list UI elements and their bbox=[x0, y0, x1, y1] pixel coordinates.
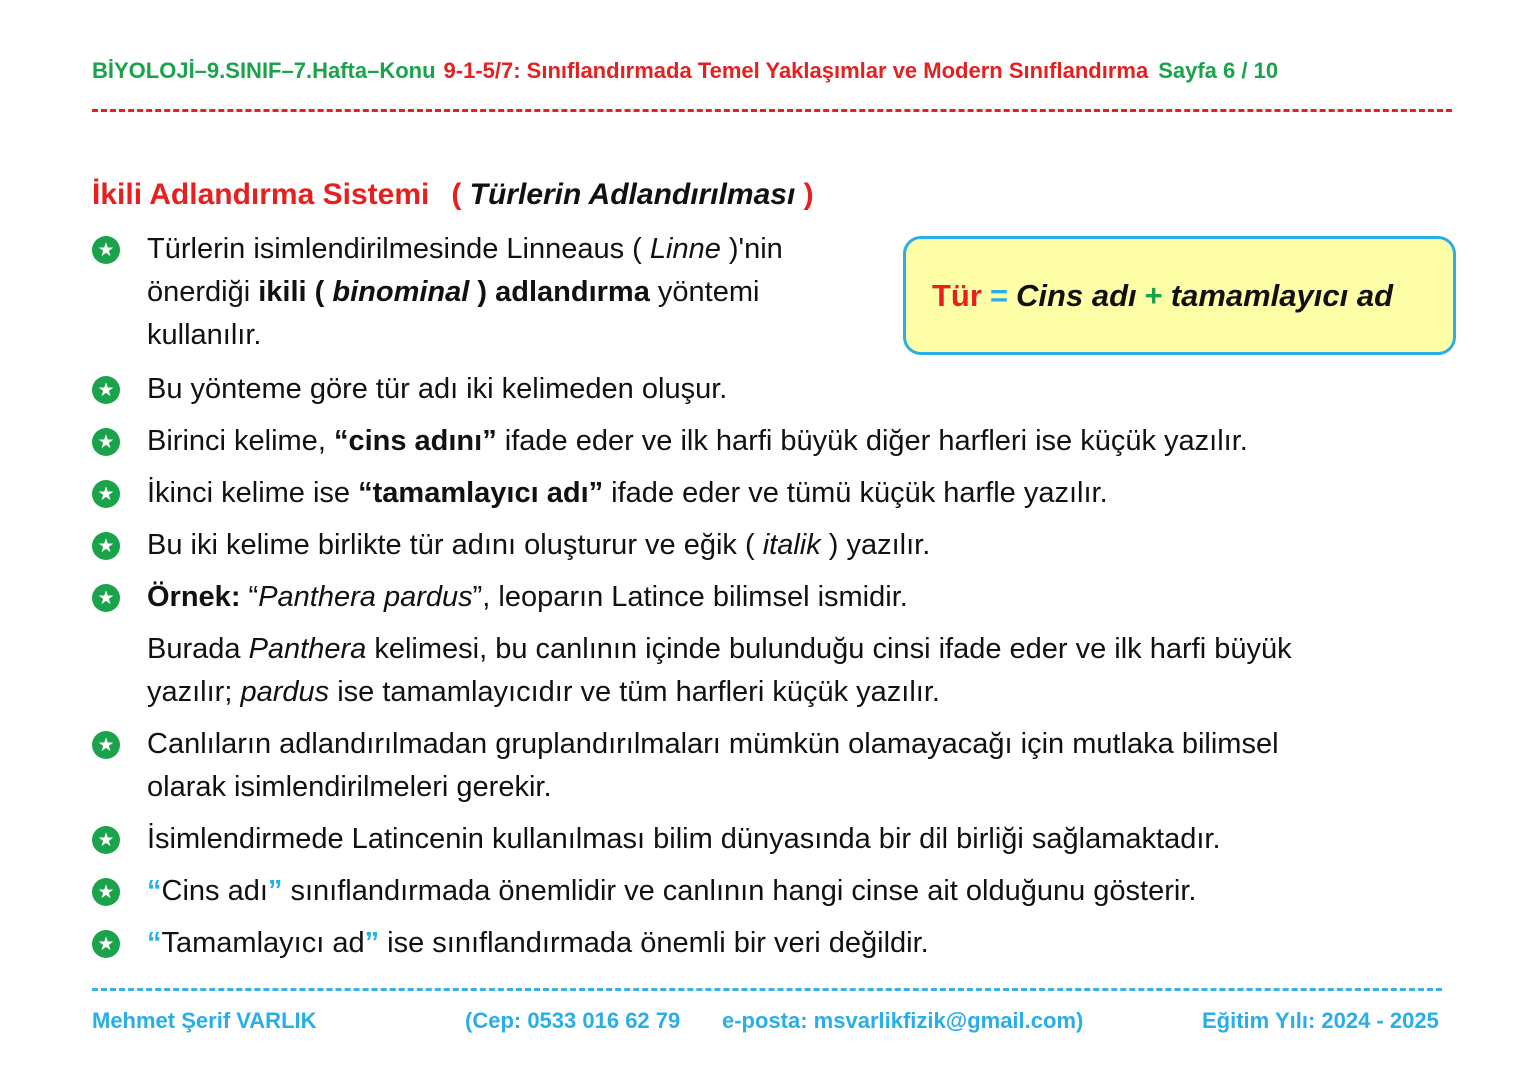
list-item: ★ İsimlendirmede Latincenin kullanılması bilim dünyasında bir dil birliği sağlamaktadır. bbox=[92, 818, 1472, 861]
list-item: ★ İkinci kelime ise “tamamlayıcı adı” ifade eder ve tümü küçük harfle yazılır. bbox=[92, 472, 1472, 515]
list-item: ★ Türlerin isimlendirilmesinde Linneaus ( Linne )'nin önerdiği ikili ( binominal ) adlandırma yöntemi kullanılır. bbox=[92, 228, 892, 357]
header-divider bbox=[92, 109, 1452, 112]
page-number: Sayfa 6 / 10 bbox=[1158, 58, 1279, 83]
example-explanation: Burada Panthera kelimesi, bu canlının içinde bulunduğu cinsi ifade eder ve ilk harfi büyük yazılır; pardus ise tamamlayıcıdır ve tüm harfleri küçük yazılır. bbox=[147, 633, 1292, 708]
star-circle-icon: ★ bbox=[92, 731, 120, 759]
list-item: ★ “Cins adı” sınıflandırmada önemlidir ve canlının hangi cinse ait olduğunu gösterir. bbox=[92, 870, 1472, 913]
list-item: ★ Bu yönteme göre tür adı iki kelimeden oluşur. bbox=[92, 368, 1472, 411]
footer-divider bbox=[92, 988, 1442, 991]
list-item: ★ Örnek: “Panthera pardus”, leoparın Latince bilimsel ismidir. bbox=[92, 576, 1472, 619]
page-header bbox=[92, 58, 1452, 84]
topic-title: 9-1-5/7: Sınıflandırmada Temel Yaklaşımlar ve Modern Sınıflandırma bbox=[443, 58, 1149, 83]
formula-equals: = bbox=[989, 277, 1009, 313]
star-circle-icon: ★ bbox=[92, 480, 120, 508]
section-title-main: İkili Adlandırma Sistemi bbox=[92, 178, 430, 211]
star-circle-icon: ★ bbox=[92, 532, 120, 560]
footer-author: Mehmet Şerif VARLIK bbox=[92, 1008, 317, 1033]
course-label: BİYOLOJİ–9.SINIF–7.Hafta–Konu bbox=[92, 58, 436, 83]
star-circle-icon: ★ bbox=[92, 236, 120, 264]
list-item: ★ Canlıların adlandırılmadan gruplandırılmaları mümkün olamayacağı için mutlaka bilimsel olarak isimlendirilmeleri gerekir. bbox=[92, 723, 1472, 809]
footer-year: Eğitim Yılı: 2024 - 2025 bbox=[1202, 1008, 1439, 1033]
star-circle-icon: ★ bbox=[92, 584, 120, 612]
formula-term1: Cins adı bbox=[1016, 277, 1137, 313]
star-circle-icon: ★ bbox=[92, 428, 120, 456]
star-circle-icon: ★ bbox=[92, 826, 120, 854]
list-item: ★ Bu iki kelime birlikte tür adını oluşturur ve eğik ( italik ) yazılır. bbox=[92, 524, 1472, 567]
star-circle-icon: ★ bbox=[92, 376, 120, 404]
section-subtitle: ( Türlerin Adlandırılması ) bbox=[451, 178, 814, 211]
list-item: ★ “Tamamlayıcı ad” ise sınıflandırmada önemli bir veri değildir. bbox=[92, 922, 1472, 965]
footer-phone: (Cep: 0533 016 62 79 bbox=[465, 1008, 681, 1033]
formula-plus: + bbox=[1144, 277, 1163, 313]
formula-box bbox=[903, 236, 1456, 355]
footer-email: e-posta: msvarlikfizik@gmail.com) bbox=[722, 1008, 1084, 1033]
formula-term2: tamamlayıcı ad bbox=[1170, 277, 1394, 313]
star-circle-icon: ★ bbox=[92, 878, 120, 906]
list-item: ★ Birinci kelime, “cins adını” ifade eder ve ilk harfi büyük diğer harfleri ise küçük yazılır. bbox=[92, 420, 1472, 463]
star-circle-icon: ★ bbox=[92, 930, 120, 958]
formula-left: Tür bbox=[932, 277, 982, 313]
section-title bbox=[92, 178, 814, 212]
